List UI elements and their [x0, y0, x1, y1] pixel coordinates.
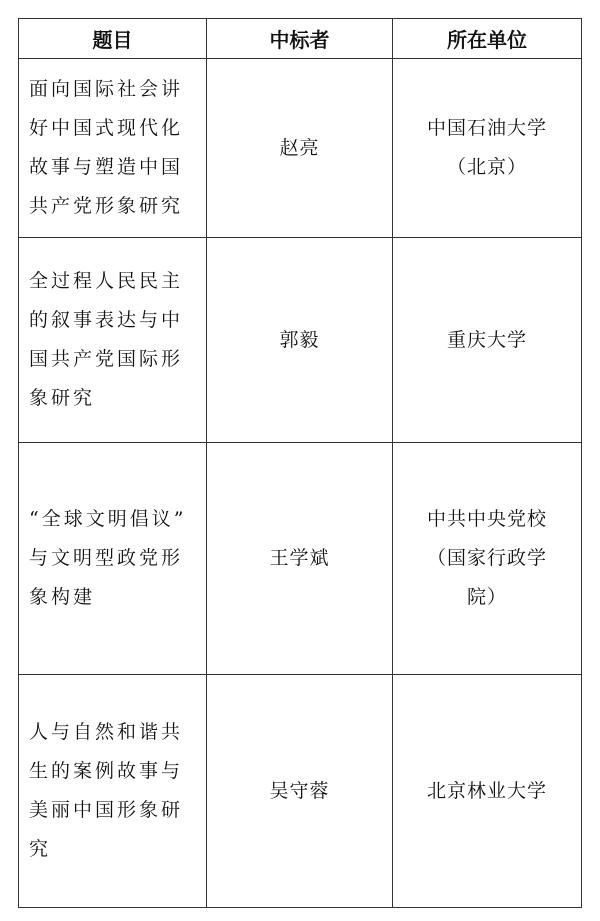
topic-line: 故事与塑造中国 [29, 156, 184, 178]
topic-cell [19, 59, 207, 238]
topic-cell [19, 675, 207, 908]
topic-line: 国共产党国际形 [29, 348, 184, 370]
unit-cell [393, 675, 582, 908]
topic-line: 生的案例故事与 [29, 760, 184, 782]
topic-line: 的叙事表达与中 [29, 309, 184, 331]
topic-line: 究 [29, 838, 52, 860]
unit-cell [393, 443, 582, 675]
unit-line: （国家行政学 [426, 547, 547, 569]
table-header-row [19, 19, 582, 59]
table-row [19, 443, 582, 675]
topic-line: 美丽中国形象研 [29, 799, 184, 821]
topic-line: 全过程人民民主 [29, 270, 184, 292]
topic-line: 人与自然和谐共 [29, 721, 184, 743]
winner-cell [207, 59, 393, 238]
winner-cell [207, 443, 393, 675]
unit-line: 中国石油大学 [426, 117, 547, 139]
unit-cell [393, 59, 582, 238]
topic-line: 面向国际社会讲 [29, 78, 184, 100]
winner-name: 吴守蓉 [269, 779, 330, 802]
winner-name: 赵亮 [279, 136, 320, 159]
topic-line: 与文明型政党形 [29, 547, 184, 569]
header-topic: 题目 [19, 19, 207, 59]
topic-line: 共产党形象研究 [29, 195, 184, 217]
winner-cell [207, 238, 393, 443]
topic-cell [19, 238, 207, 443]
winner-name: 郭毅 [279, 328, 320, 351]
topic-cell [19, 443, 207, 675]
header-winner: 中标者 [207, 19, 393, 59]
winner-name: 王学斌 [269, 547, 330, 569]
table-row [19, 675, 582, 908]
unit-line: 中共中央党校 [426, 508, 547, 530]
unit-cell [393, 238, 582, 443]
unit-line: 重庆大学 [446, 328, 527, 351]
unit-line: （北京） [446, 156, 527, 178]
unit-line: 北京林业大学 [426, 779, 547, 802]
table-row [19, 238, 582, 443]
topic-line: 象构建 [29, 586, 96, 608]
unit-line: 院） [466, 586, 507, 608]
header-unit: 所在单位 [393, 19, 582, 59]
winner-cell [207, 675, 393, 908]
topic-line: 象研究 [29, 387, 96, 409]
topic-line: 好中国式现代化 [29, 117, 184, 139]
table-row [19, 59, 582, 238]
topic-line: “全球文明倡议” [29, 508, 187, 530]
bid-winners-table [18, 18, 582, 908]
